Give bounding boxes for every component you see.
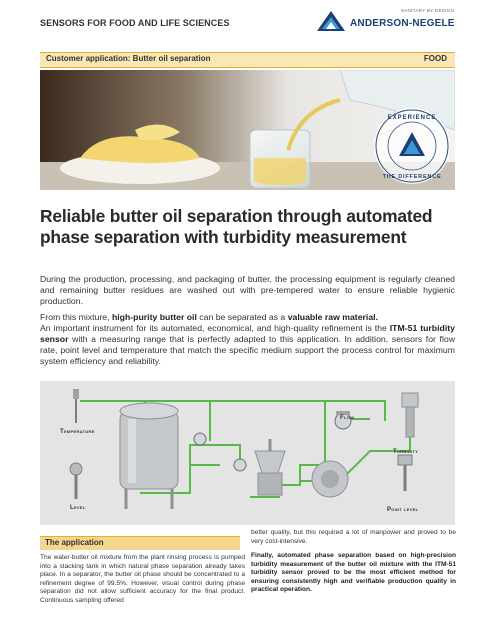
seal-top-text: EXPERIENCE (387, 115, 437, 121)
logo-triangle-icon (316, 10, 346, 32)
pump-icon (312, 461, 348, 497)
experience-seal (374, 108, 450, 184)
application-col2-paragraph-1: better quality, but this required a lot of manpower and proved to be very cost-intensive. (251, 529, 456, 545)
category-banner (40, 52, 455, 68)
application-column-2 (251, 529, 456, 601)
headline-line-1: Reliable butter oil separation through automated (40, 206, 433, 226)
page-top-label: SENSORS FOR FOOD AND LIFE SCIENCES (40, 18, 230, 28)
application-heading-bar (40, 536, 240, 550)
label-turbidity: Turbidity (393, 449, 419, 455)
banner-category: FOOD (423, 54, 447, 63)
intro-paragraph-3: An important instrument for its automated, economical, and high-quality refinement is the ITM-51 turbidity sensor with a measuring range that is perfectly adapted to this application. In addition, sensors for flow rate, point level and temperature that match the specific medium support the process control for maximum system efficiency and reliability. (40, 322, 455, 367)
hero-image (40, 70, 455, 190)
label-temperature: Temperature (60, 429, 95, 435)
application-heading: The application (45, 538, 104, 547)
label-level: Level (70, 505, 86, 511)
banner-title: Customer application: Butter oil separation (46, 54, 211, 63)
inline-sensor-icon (194, 433, 206, 445)
logo-tagline: SANITARY BY DESIGN (400, 8, 454, 13)
inline-sensor-icon (234, 459, 246, 471)
intro-paragraph-1: During the production, processing, and packaging of butter, the processing equipment is regularly cleaned and remaining butter residues are washed out with pre-tempered water to ensure reliable hygienic production. (40, 274, 455, 307)
logo-name: ANDERSON-NEGELE (350, 18, 455, 29)
application-column-1: The water-butter oil mixture from the plant rinsing process is pumped into a stacking tank in which natural phase separation already takes place. In a separator, the butter oil phase should be concentrated to a refinement degree of 99.5%. However, visual control during phase separation did not allow sufficient accuracy for the final product. Continuous sampling offered (40, 554, 245, 604)
seal-bottom-text: THE DIFFERENCE (382, 174, 442, 180)
headline-line-2: phase separation with turbidity measurement (40, 227, 407, 247)
label-flow: Flow (340, 415, 355, 421)
label-point-level: Point level (387, 507, 419, 513)
application-col2-paragraph-2: Finally, automated phase separation based on high-precision turbidity measurement of the butter oil mixture with the ITM-51 turbidity sensor proved to be the most efficient method for ensuring consistently high and verifiable production quality in practical operation. (251, 552, 456, 593)
intro-paragraph-2: From this mixture, high-purity butter oil can be separated as a valuable raw material. (40, 311, 378, 322)
intro-text (40, 274, 455, 368)
process-diagram (40, 381, 455, 525)
page-headline (40, 206, 460, 248)
company-logo (316, 8, 456, 34)
